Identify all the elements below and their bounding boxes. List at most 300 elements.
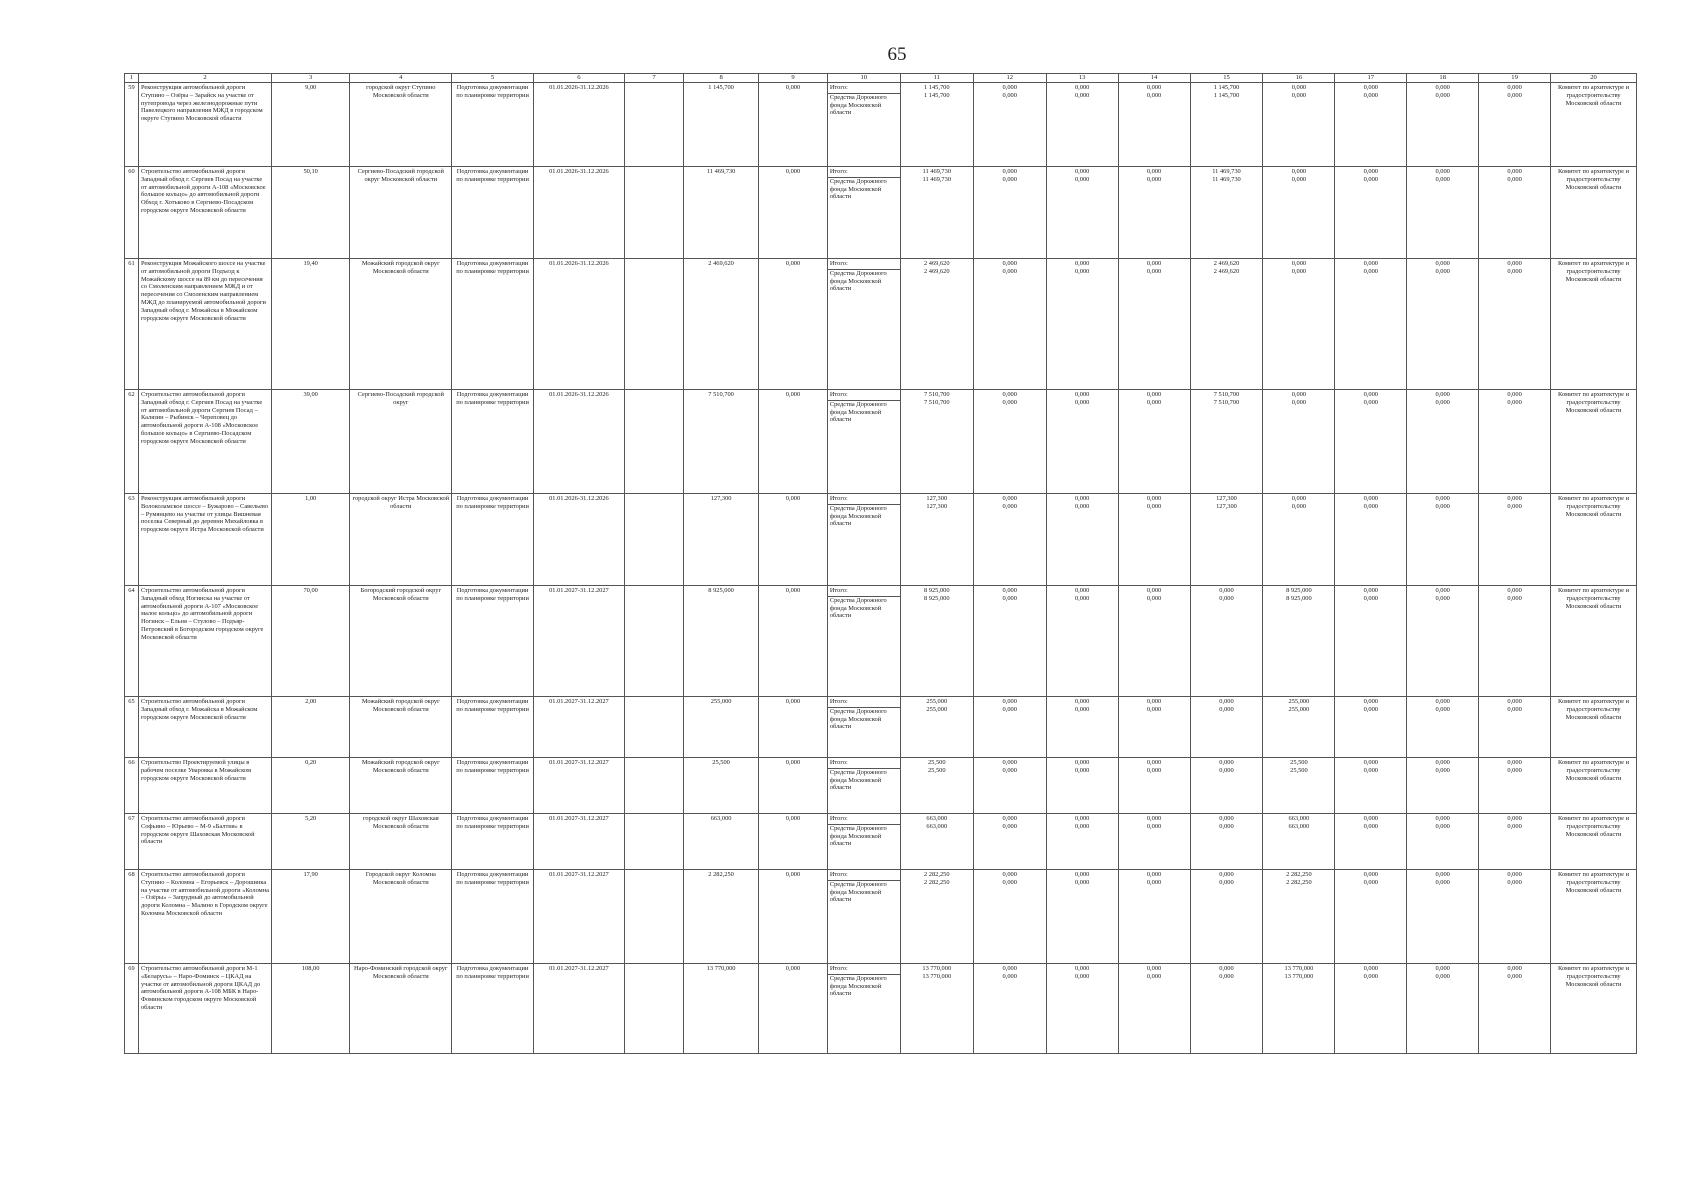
funding-value-cell bbox=[900, 259, 973, 390]
funding-value-cell bbox=[1046, 586, 1118, 697]
funding-value-cell bbox=[1407, 870, 1479, 964]
object-name-cell: Строительство автомобильной дороги Западный обход г. Можайска в Можайском городском округе Московской области bbox=[138, 697, 271, 758]
value-total: 0,000 bbox=[1219, 871, 1234, 878]
funding-value-cell bbox=[1407, 167, 1479, 259]
value-source: 0,000 bbox=[1507, 502, 1522, 510]
value-total: 0,000 bbox=[1291, 84, 1307, 91]
table-row bbox=[125, 814, 1637, 870]
value-total: 0,000 bbox=[1363, 759, 1378, 766]
value-total: 0,000 bbox=[1146, 587, 1162, 594]
column-number-cell: 3 bbox=[272, 74, 350, 83]
value-total: 0,000 bbox=[1146, 698, 1162, 705]
object-name-cell: Строительство автомобильной дороги Ступино – Коломна – Егорьевск – Дорошинка на участке от автомобильной дороги «Коломна – Озёры» – Запрудный до автомобильной дороги Коломна – Малино в Городском округе Коломна Московской области bbox=[138, 870, 271, 964]
funding-value-cell bbox=[1407, 758, 1479, 814]
value-source: 0,000 bbox=[1291, 175, 1307, 183]
value-total: 0,000 bbox=[1074, 84, 1090, 91]
value-total: 0,000 bbox=[1074, 495, 1090, 502]
total-cost-cell: 8 925,000 bbox=[684, 586, 759, 697]
funding-value-cell bbox=[973, 964, 1046, 1054]
funding-value-cell bbox=[1335, 964, 1407, 1054]
value-source: 2 469,620 bbox=[1213, 267, 1240, 275]
value-total: 0,000 bbox=[1507, 260, 1522, 267]
funding-source-name: Средства Дорожного фонда Московской области bbox=[828, 400, 900, 424]
work-stage-cell: Подготовка документации по планировке территории bbox=[452, 390, 534, 494]
work-stage-cell: Подготовка документации по планировке территории bbox=[452, 586, 534, 697]
funding-value-cell bbox=[900, 964, 973, 1054]
period-cell: 01.01.2027-31.12.2027 bbox=[533, 697, 624, 758]
column-number-cell: 5 bbox=[452, 74, 534, 83]
value-source: 0,000 bbox=[1363, 705, 1378, 713]
value-total: 0,000 bbox=[1002, 260, 1017, 267]
value-source: 0,000 bbox=[1219, 766, 1234, 774]
value-total: 0,000 bbox=[1363, 260, 1378, 267]
object-name-cell: Реконструкция автомобильной дороги Волоколамское шоссе – Бужарово – Савельево – Румянцево на участке от улицы Вишневая поселка Северный до деревни Михайловка в городском округе Истра Московской области bbox=[138, 494, 271, 586]
column-number-cell: 1 bbox=[125, 74, 139, 83]
value-source: 0,000 bbox=[1002, 972, 1017, 980]
value-total: 0,000 bbox=[1146, 871, 1162, 878]
work-stage-cell: Подготовка документации по планировке территории bbox=[452, 964, 534, 1054]
value-total: 0,000 bbox=[1002, 698, 1017, 705]
value-source: 0,000 bbox=[1002, 502, 1017, 510]
value-total: 8 925,000 bbox=[1286, 587, 1312, 594]
value-total: 0,000 bbox=[1074, 698, 1090, 705]
value-total: 0,000 bbox=[1074, 168, 1090, 175]
value-source: 0,000 bbox=[1002, 594, 1017, 602]
value-total: 1 145,700 bbox=[923, 84, 950, 91]
funding-value-cell bbox=[1118, 964, 1190, 1054]
funding-value-cell bbox=[973, 814, 1046, 870]
value-source: 0,000 bbox=[1507, 594, 1522, 602]
value-source: 1 145,700 bbox=[1213, 91, 1240, 99]
value-total: 0,000 bbox=[1507, 84, 1522, 91]
object-name-cell: Строительство автомобильной дороги Западный обход Ногинска на участке от автомобильной дороги А-107 «Московское малое кольцо» до автомобильной дороги Ногинск – Ельня – Стулово – Подъяр-Петровский в Богородском городском округе Московской области bbox=[138, 586, 271, 697]
program-table bbox=[124, 73, 1637, 1054]
value-total: 0,000 bbox=[1002, 759, 1017, 766]
value-total: 8 925,000 bbox=[923, 587, 950, 594]
table-row bbox=[125, 758, 1637, 814]
location-cell: Можайский городской округ Московской области bbox=[350, 259, 452, 390]
column-number-cell: 20 bbox=[1551, 74, 1637, 83]
value-total: 0,000 bbox=[1146, 84, 1162, 91]
value-total: 0,000 bbox=[1507, 965, 1522, 972]
total-cost-cell: 7 510,700 bbox=[684, 390, 759, 494]
value-total: 0,000 bbox=[1002, 587, 1017, 594]
funding-value-cell bbox=[1046, 83, 1118, 167]
page-number: 65 bbox=[887, 44, 907, 65]
work-stage-cell: Подготовка документации по планировке территории bbox=[452, 697, 534, 758]
responsible-cell: Комитет по архитектуре и градостроительству Московской области bbox=[1551, 83, 1637, 167]
total-cost-cell: 13 770,000 bbox=[684, 964, 759, 1054]
value-source: 0,000 bbox=[1146, 267, 1162, 275]
location-cell: городской округ Истра Московской области bbox=[350, 494, 452, 586]
length-cell: 5,20 bbox=[272, 814, 350, 870]
funding-value-cell bbox=[1046, 814, 1118, 870]
location-cell: Наро-Фоминский городской округ Московской области bbox=[350, 964, 452, 1054]
value-source: 0,000 bbox=[1435, 822, 1450, 830]
funding-value-cell bbox=[1479, 390, 1551, 494]
value-total: 0,000 bbox=[1146, 495, 1162, 502]
funding-value-cell bbox=[1407, 83, 1479, 167]
value-total: 0,000 bbox=[1291, 391, 1307, 398]
value-source: 0,000 bbox=[1219, 972, 1234, 980]
location-cell: Можайский городской округ Московской области bbox=[350, 758, 452, 814]
value-source: 0,000 bbox=[1435, 972, 1450, 980]
value-total: 0,000 bbox=[1435, 698, 1450, 705]
funding-value-cell bbox=[1407, 390, 1479, 494]
funding-value-cell bbox=[1263, 870, 1335, 964]
period-cell: 01.01.2027-31.12.2027 bbox=[533, 758, 624, 814]
value-source: 0,000 bbox=[1146, 972, 1162, 980]
location-cell: Городской округ Коломна Московской области bbox=[350, 870, 452, 964]
funding-value-cell bbox=[900, 494, 973, 586]
location-cell: Богородский городской округ Московской области bbox=[350, 586, 452, 697]
value-source: 0,000 bbox=[1219, 878, 1234, 886]
value-source: 13 770,000 bbox=[1284, 972, 1314, 980]
funding-value-cell bbox=[1263, 697, 1335, 758]
value-total: 0,000 bbox=[1363, 815, 1378, 822]
value-total: 0,000 bbox=[1074, 587, 1090, 594]
funding-value-cell bbox=[973, 167, 1046, 259]
value-total: 0,000 bbox=[1291, 260, 1307, 267]
funding-value-cell bbox=[900, 586, 973, 697]
value-total: 0,000 bbox=[1219, 965, 1234, 972]
funding-value-cell bbox=[1479, 814, 1551, 870]
value-source: 0,000 bbox=[1146, 705, 1162, 713]
paid-cell: 0,000 bbox=[759, 870, 828, 964]
funding-value-cell bbox=[1190, 586, 1263, 697]
value-source: 13 770,000 bbox=[922, 972, 952, 980]
funding-total-label: Итого: bbox=[829, 84, 848, 91]
value-source: 0,000 bbox=[1507, 91, 1522, 99]
empty-cell bbox=[625, 964, 684, 1054]
value-total: 0,000 bbox=[1435, 260, 1450, 267]
funding-value-cell bbox=[1190, 259, 1263, 390]
paid-cell: 0,000 bbox=[759, 758, 828, 814]
value-total: 0,000 bbox=[1146, 391, 1162, 398]
value-total: 0,000 bbox=[1002, 815, 1017, 822]
total-cost-cell: 11 469,730 bbox=[684, 167, 759, 259]
value-total: 0,000 bbox=[1002, 168, 1017, 175]
funding-value-cell bbox=[1479, 870, 1551, 964]
table-row bbox=[125, 964, 1637, 1054]
value-source: 663,000 bbox=[926, 822, 948, 830]
funding-value-cell bbox=[1046, 167, 1118, 259]
funding-source-cell bbox=[827, 259, 900, 390]
funding-value-cell bbox=[1046, 964, 1118, 1054]
funding-total-label: Итого: bbox=[829, 965, 848, 972]
funding-source-name: Средства Дорожного фонда Московской области bbox=[828, 880, 900, 904]
value-source: 0,000 bbox=[1363, 175, 1378, 183]
value-total: 0,000 bbox=[1146, 815, 1162, 822]
value-total: 2 282,250 bbox=[923, 871, 950, 878]
value-source: 0,000 bbox=[1291, 267, 1307, 275]
value-source: 127,300 bbox=[1216, 502, 1237, 510]
column-number-row bbox=[125, 74, 1637, 83]
funding-source-cell bbox=[827, 83, 900, 167]
funding-value-cell bbox=[1190, 870, 1263, 964]
value-total: 0,000 bbox=[1435, 871, 1450, 878]
value-total: 127,300 bbox=[926, 495, 948, 502]
value-total: 2 469,620 bbox=[923, 260, 950, 267]
value-source: 7 510,700 bbox=[1213, 398, 1240, 406]
value-total: 0,000 bbox=[1363, 495, 1378, 502]
row-number-cell: 69 bbox=[125, 964, 139, 1054]
value-source: 0,000 bbox=[1435, 705, 1450, 713]
work-stage-cell: Подготовка документации по планировке территории bbox=[452, 167, 534, 259]
funding-source-name: Средства Дорожного фонда Московской области bbox=[828, 824, 900, 848]
value-source: 0,000 bbox=[1507, 175, 1522, 183]
value-total: 0,000 bbox=[1002, 495, 1017, 502]
value-total: 0,000 bbox=[1435, 759, 1450, 766]
value-total: 0,000 bbox=[1363, 587, 1378, 594]
period-cell: 01.01.2027-31.12.2027 bbox=[533, 964, 624, 1054]
value-total: 0,000 bbox=[1074, 391, 1090, 398]
value-total: 127,300 bbox=[1216, 495, 1237, 502]
total-cost-cell: 663,000 bbox=[684, 814, 759, 870]
value-total: 2 282,250 bbox=[1286, 871, 1312, 878]
value-total: 0,000 bbox=[1507, 815, 1522, 822]
value-source: 0,000 bbox=[1507, 972, 1522, 980]
value-total: 0,000 bbox=[1363, 84, 1378, 91]
value-source: 0,000 bbox=[1074, 878, 1090, 886]
funding-value-cell bbox=[1046, 390, 1118, 494]
funding-value-cell bbox=[1479, 586, 1551, 697]
funding-value-cell bbox=[1407, 964, 1479, 1054]
value-total: 0,000 bbox=[1146, 965, 1162, 972]
value-total: 25,500 bbox=[927, 759, 946, 766]
value-source: 0,000 bbox=[1363, 594, 1378, 602]
value-source: 2 282,250 bbox=[923, 878, 950, 886]
total-cost-cell: 2 469,620 bbox=[684, 259, 759, 390]
value-total: 255,000 bbox=[926, 698, 948, 705]
funding-total-label: Итого: bbox=[829, 815, 848, 822]
funding-source-name: Средства Дорожного фонда Московской области bbox=[828, 504, 900, 528]
funding-value-cell bbox=[1263, 494, 1335, 586]
funding-value-cell bbox=[1190, 390, 1263, 494]
value-total: 0,000 bbox=[1435, 495, 1450, 502]
value-source: 11 469,730 bbox=[922, 175, 952, 183]
funding-value-cell bbox=[900, 390, 973, 494]
value-source: 0,000 bbox=[1074, 594, 1090, 602]
value-source: 0,000 bbox=[1074, 705, 1090, 713]
value-source: 0,000 bbox=[1219, 705, 1234, 713]
value-source: 255,000 bbox=[926, 705, 948, 713]
table-row bbox=[125, 494, 1637, 586]
funding-source-name: Средства Дорожного фонда Московской области bbox=[828, 596, 900, 620]
funding-total-label: Итого: bbox=[829, 871, 848, 878]
value-total: 663,000 bbox=[1288, 815, 1310, 822]
length-cell: 17,90 bbox=[272, 870, 350, 964]
object-name-cell: Строительство автомобильной дороги Софьино – Юрьево – М-9 «Балтия» в городском округе Шаховская Московской области bbox=[138, 814, 271, 870]
value-total: 7 510,700 bbox=[923, 391, 950, 398]
funding-total-label: Итого: bbox=[829, 260, 848, 267]
value-total: 0,000 bbox=[1219, 587, 1234, 594]
length-cell: 108,00 bbox=[272, 964, 350, 1054]
funding-value-cell bbox=[1407, 814, 1479, 870]
empty-cell bbox=[625, 870, 684, 964]
value-total: 0,000 bbox=[1074, 965, 1090, 972]
funding-value-cell bbox=[1190, 167, 1263, 259]
funding-value-cell bbox=[1479, 83, 1551, 167]
column-number-cell: 12 bbox=[973, 74, 1046, 83]
object-name-cell: Реконструкция Можайского шоссе на участке от автомобильной дороги Подъезд к Можайскому шоссе на 89 км до пересечения со Смоленским направлением МЖД и от пересечения со Смоленским направлением МЖД до планируемой автомобильной дороги Западный обход г. Можайска в Можайском городском округе Московской области bbox=[138, 259, 271, 390]
column-number-cell: 9 bbox=[759, 74, 828, 83]
value-source: 0,000 bbox=[1291, 91, 1307, 99]
value-source: 2 469,620 bbox=[923, 267, 950, 275]
column-number-cell: 4 bbox=[350, 74, 452, 83]
value-total: 0,000 bbox=[1435, 168, 1450, 175]
object-name-cell: Строительство автомобильной дороги М-1 «Беларусь» – Наро-Фоминск – ЦКАД на участке от автомобильной дороги ЦКАД до автомобильной дороги А-108 МБК в Наро-Фоминском городском округе Московской области bbox=[138, 964, 271, 1054]
funding-value-cell bbox=[973, 390, 1046, 494]
row-number-cell: 66 bbox=[125, 758, 139, 814]
value-total: 0,000 bbox=[1074, 815, 1090, 822]
empty-cell bbox=[625, 83, 684, 167]
length-cell: 50,10 bbox=[272, 167, 350, 259]
funding-value-cell bbox=[1335, 390, 1407, 494]
value-source: 0,000 bbox=[1146, 502, 1162, 510]
value-total: 0,000 bbox=[1146, 260, 1162, 267]
table-row bbox=[125, 586, 1637, 697]
funding-value-cell bbox=[1479, 758, 1551, 814]
funding-source-name: Средства Дорожного фонда Московской области bbox=[828, 974, 900, 998]
value-source: 0,000 bbox=[1002, 398, 1017, 406]
funding-value-cell bbox=[1118, 494, 1190, 586]
value-source: 0,000 bbox=[1219, 822, 1234, 830]
period-cell: 01.01.2026-31.12.2026 bbox=[533, 390, 624, 494]
value-source: 25,500 bbox=[1290, 766, 1308, 774]
funding-value-cell bbox=[1263, 167, 1335, 259]
value-total: 0,000 bbox=[1507, 759, 1522, 766]
value-total: 11 469,730 bbox=[1212, 168, 1241, 175]
funding-source-name: Средства Дорожного фонда Московской области bbox=[828, 707, 900, 731]
period-cell: 01.01.2027-31.12.2027 bbox=[533, 586, 624, 697]
column-number-cell: 10 bbox=[827, 74, 900, 83]
work-stage-cell: Подготовка документации по планировке территории bbox=[452, 83, 534, 167]
column-number-cell: 13 bbox=[1046, 74, 1118, 83]
value-total: 0,000 bbox=[1146, 168, 1162, 175]
value-source: 0,000 bbox=[1074, 175, 1090, 183]
length-cell: 70,00 bbox=[272, 586, 350, 697]
funding-value-cell bbox=[1263, 964, 1335, 1054]
empty-cell bbox=[625, 390, 684, 494]
value-source: 0,000 bbox=[1435, 398, 1450, 406]
responsible-cell: Комитет по архитектуре и градостроительству Московской области bbox=[1551, 586, 1637, 697]
period-cell: 01.01.2026-31.12.2026 bbox=[533, 259, 624, 390]
value-total: 0,000 bbox=[1363, 168, 1378, 175]
funding-value-cell bbox=[1335, 167, 1407, 259]
value-total: 0,000 bbox=[1363, 965, 1378, 972]
funding-source-name: Средства Дорожного фонда Московской области bbox=[828, 269, 900, 293]
responsible-cell: Комитет по архитектуре и градостроительству Московской области bbox=[1551, 167, 1637, 259]
funding-total-label: Итого: bbox=[829, 587, 848, 594]
value-source: 0,000 bbox=[1074, 502, 1090, 510]
empty-cell bbox=[625, 167, 684, 259]
value-total: 0,000 bbox=[1507, 495, 1522, 502]
value-source: 0,000 bbox=[1219, 594, 1234, 602]
value-source: 0,000 bbox=[1074, 766, 1090, 774]
period-cell: 01.01.2026-31.12.2026 bbox=[533, 83, 624, 167]
value-source: 0,000 bbox=[1074, 267, 1090, 275]
table-row bbox=[125, 390, 1637, 494]
paid-cell: 0,000 bbox=[759, 586, 828, 697]
table-row bbox=[125, 697, 1637, 758]
paid-cell: 0,000 bbox=[759, 83, 828, 167]
work-stage-cell: Подготовка документации по планировке территории bbox=[452, 758, 534, 814]
value-total: 0,000 bbox=[1363, 871, 1378, 878]
funding-value-cell bbox=[1190, 83, 1263, 167]
funding-source-cell bbox=[827, 167, 900, 259]
column-number-cell: 7 bbox=[625, 74, 684, 83]
funding-value-cell bbox=[1046, 494, 1118, 586]
value-total: 13 770,000 bbox=[922, 965, 952, 972]
value-source: 0,000 bbox=[1291, 398, 1307, 406]
column-number-cell: 16 bbox=[1263, 74, 1335, 83]
funding-value-cell bbox=[1335, 494, 1407, 586]
funding-total-label: Итого: bbox=[829, 698, 848, 705]
value-source: 0,000 bbox=[1507, 822, 1522, 830]
work-stage-cell: Подготовка документации по планировке территории bbox=[452, 814, 534, 870]
value-source: 663,000 bbox=[1288, 822, 1310, 830]
funding-value-cell bbox=[1263, 814, 1335, 870]
funding-value-cell bbox=[1190, 697, 1263, 758]
funding-value-cell bbox=[900, 167, 973, 259]
funding-value-cell bbox=[1335, 697, 1407, 758]
value-total: 0,000 bbox=[1435, 84, 1450, 91]
funding-value-cell bbox=[973, 494, 1046, 586]
value-total: 13 770,000 bbox=[1284, 965, 1314, 972]
funding-value-cell bbox=[1263, 390, 1335, 494]
total-cost-cell: 127,300 bbox=[684, 494, 759, 586]
value-source: 0,000 bbox=[1074, 91, 1090, 99]
value-source: 0,000 bbox=[1507, 267, 1522, 275]
value-total: 7 510,700 bbox=[1213, 391, 1240, 398]
value-total: 0,000 bbox=[1363, 698, 1378, 705]
column-number-cell: 15 bbox=[1190, 74, 1263, 83]
funding-value-cell bbox=[1046, 259, 1118, 390]
column-number-cell: 11 bbox=[900, 74, 973, 83]
funding-value-cell bbox=[1335, 259, 1407, 390]
funding-value-cell bbox=[1118, 83, 1190, 167]
funding-value-cell bbox=[1335, 870, 1407, 964]
paid-cell: 0,000 bbox=[759, 814, 828, 870]
funding-value-cell bbox=[1407, 259, 1479, 390]
work-stage-cell: Подготовка документации по планировке территории bbox=[452, 870, 534, 964]
value-total: 0,000 bbox=[1507, 391, 1522, 398]
value-source: 7 510,700 bbox=[923, 398, 950, 406]
value-source: 0,000 bbox=[1291, 502, 1307, 510]
value-source: 0,000 bbox=[1435, 502, 1450, 510]
value-total: 0,000 bbox=[1435, 965, 1450, 972]
column-number-cell: 8 bbox=[684, 74, 759, 83]
funding-value-cell bbox=[900, 697, 973, 758]
funding-value-cell bbox=[1118, 697, 1190, 758]
value-total: 0,000 bbox=[1002, 965, 1017, 972]
value-source: 0,000 bbox=[1435, 878, 1450, 886]
length-cell: 2,00 bbox=[272, 697, 350, 758]
funding-value-cell bbox=[1479, 167, 1551, 259]
responsible-cell: Комитет по архитектуре и градостроительству Московской области bbox=[1551, 758, 1637, 814]
value-source: 1 145,700 bbox=[923, 91, 950, 99]
responsible-cell: Комитет по архитектуре и градостроительству Московской области bbox=[1551, 390, 1637, 494]
funding-value-cell bbox=[1118, 870, 1190, 964]
value-total: 0,000 bbox=[1002, 391, 1017, 398]
period-cell: 01.01.2027-31.12.2027 bbox=[533, 870, 624, 964]
funding-value-cell bbox=[973, 758, 1046, 814]
responsible-cell: Комитет по архитектуре и градостроительству Московской области bbox=[1551, 259, 1637, 390]
value-source: 0,000 bbox=[1435, 267, 1450, 275]
funding-total-label: Итого: bbox=[829, 391, 848, 398]
value-total: 0,000 bbox=[1146, 759, 1162, 766]
